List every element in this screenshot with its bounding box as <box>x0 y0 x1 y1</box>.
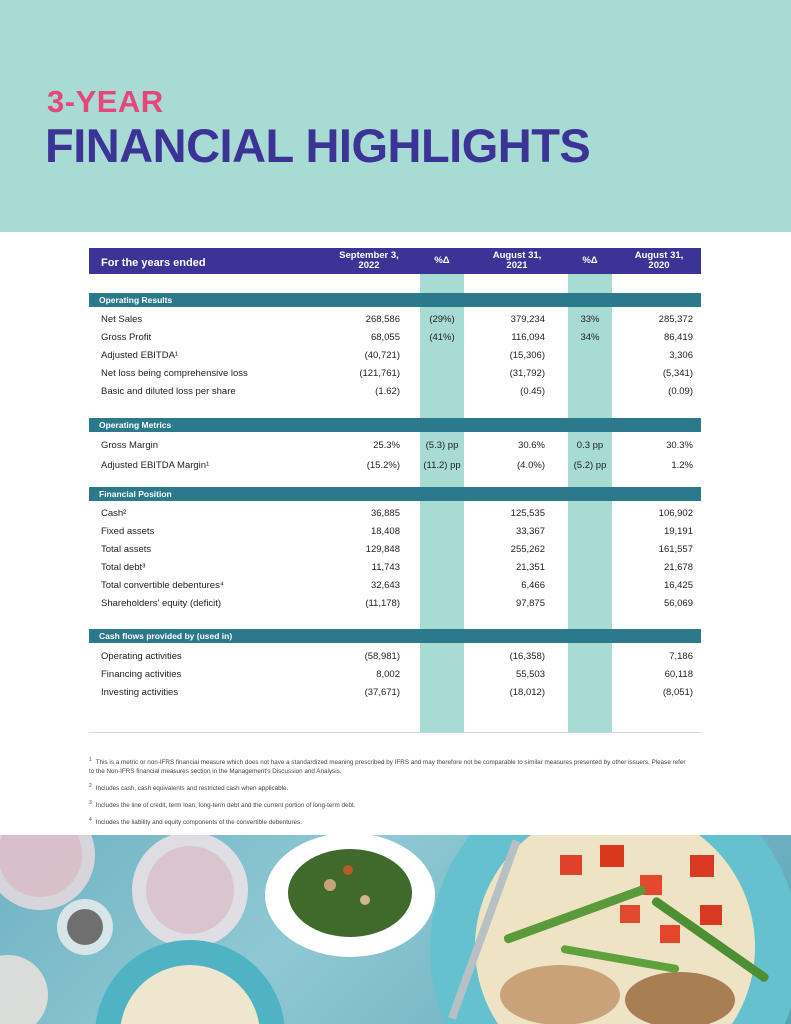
table-row: Total convertible debentures⁴ 32,643 6,466 16,425 <box>101 580 693 591</box>
table-row: Gross Profit 68,055 (41%) 116,094 34% 86,419 <box>101 332 693 343</box>
header-col-2020: August 31, 2020 <box>634 250 684 271</box>
footnote-1: $^1$ This is a metric or non-IFRS financial measure which does not have a standardized meaning prescribed by IFRS and may therefore not be comparable to similar measures presented by other issuers. Please refer to the Non-IFRS financial measures section in the Management's Discussion and Analysis. <box>89 757 686 776</box>
table-row: Total assets 129,848 255,262 161,557 <box>101 544 693 555</box>
footnote-4: $^4$ Includes the liability and equity components of the convertible debentures. <box>89 817 302 827</box>
header-pct-change-1: %Δ <box>434 255 450 266</box>
table-bottom-rule <box>89 732 701 733</box>
footnote-3: $^3$ Includes the line of credit, term loan, long-term debt and the current portion of long-term debt. <box>89 800 356 810</box>
header-col-2022: September 3, 2022 <box>339 250 399 271</box>
page-title: FINANCIAL HIGHLIGHTS <box>45 119 591 172</box>
table-header <box>89 248 701 274</box>
footnotes <box>89 756 689 833</box>
table-row: Fixed assets 18,408 33,367 19,191 <box>101 526 693 537</box>
section-financial-position: Financial Position <box>89 487 701 501</box>
section-operating-results: Operating Results <box>89 293 701 307</box>
header-col-2021: August 31, 2021 <box>492 250 542 271</box>
table-row: Shareholders' equity (deficit) (11,178) 97,875 56,069 <box>101 598 693 609</box>
food-photo <box>0 835 791 1024</box>
header-label: For the years ended <box>101 257 206 269</box>
table-row: Adjusted EBITDA¹ (40,721) (15,306) 3,306 <box>101 350 693 361</box>
table-row: Adjusted EBITDA Margin¹ (15.2%) (11.2) pp (4.0%) (5.2) pp 1.2% <box>101 460 693 471</box>
eyebrow-text: 3-YEAR <box>47 84 164 119</box>
table-row: Investing activities (37,671) (18,012) (8,051) <box>101 687 693 698</box>
section-cash-flows: Cash flows provided by (used in) <box>89 629 701 643</box>
footnote-2: $^2$ Includes cash, cash equivalents and restricted cash when applicable. <box>89 783 289 793</box>
food-photo-illustration <box>0 835 791 1024</box>
table-row: Total debt³ 11,743 21,351 21,678 <box>101 562 693 573</box>
table-row: Gross Margin 25.3% (5.3) pp 30.6% 0.3 pp 30.3% <box>101 440 693 451</box>
table-row: Basic and diluted loss per share (1.62) (0.45) (0.09) <box>101 386 693 397</box>
table-row: Operating activities (58,981) (16,358) 7,186 <box>101 651 693 662</box>
table-row: Net Sales 268,586 (29%) 379,234 33% 285,372 <box>101 314 693 325</box>
header-pct-change-2: %Δ <box>582 255 598 266</box>
table-row: Net loss being comprehensive loss (121,761) (31,792) (5,341) <box>101 368 693 379</box>
table-row: Cash² 36,885 125,535 106,902 <box>101 508 693 519</box>
table-row: Financing activities 8,002 55,503 60,118 <box>101 669 693 680</box>
section-operating-metrics: Operating Metrics <box>89 418 701 432</box>
